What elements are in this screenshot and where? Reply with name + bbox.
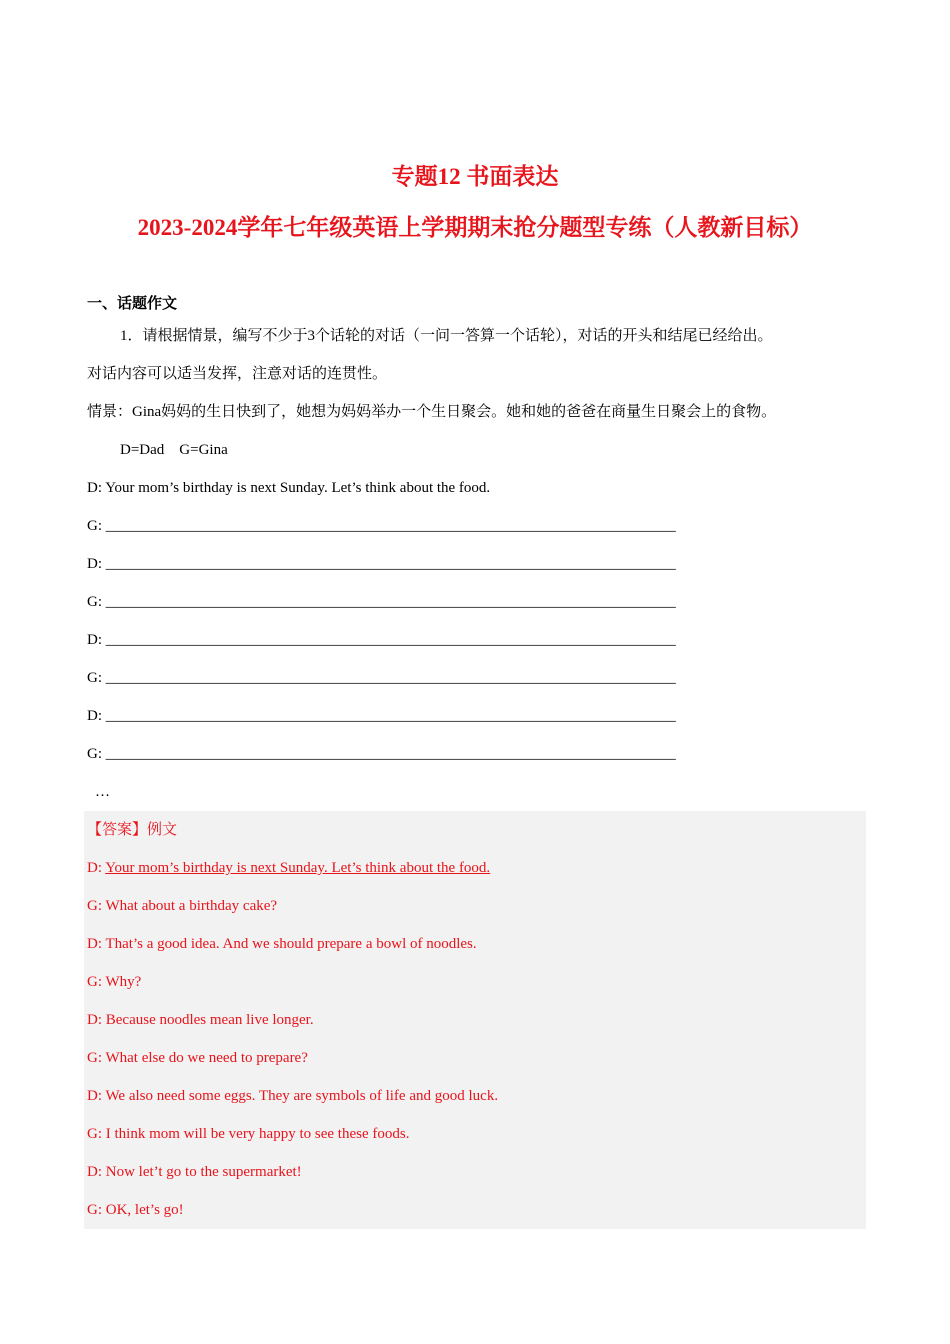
blank-answer-line: G: ____________________________________________________________________________ bbox=[87, 518, 676, 534]
ellipsis: … bbox=[95, 784, 110, 800]
blank-answer-line: D: ____________________________________________________________________________ bbox=[87, 708, 676, 724]
answer-line: G: I think mom will be very happy to see these foods. bbox=[87, 1126, 410, 1142]
answer-line: G: What about a birthday cake? bbox=[87, 898, 278, 914]
blank-answer-line: G: ____________________________________________________________________________ bbox=[87, 594, 676, 610]
dialog-start-line: D: Your mom’s birthday is next Sunday. Let’s think about the food. bbox=[87, 480, 491, 496]
page-subtitle: 2023-2024学年七年级英语上学期期末抢分题型专练（人教新目标） bbox=[137, 215, 813, 240]
page-title: 专题12 书面表达 bbox=[391, 164, 559, 189]
answer-speaker: D: bbox=[87, 860, 106, 876]
answer-line bbox=[87, 858, 490, 878]
section-heading: 一、话题作文 bbox=[87, 296, 178, 312]
role-legend: D=Dad G=Gina bbox=[120, 442, 228, 458]
blank-answer-line: G: ____________________________________________________________________________ bbox=[87, 670, 676, 686]
answer-label: 【答案】例文 bbox=[87, 822, 178, 838]
answer-underlined-text: Your mom’s birthday is next Sunday. Let’s think about the food. bbox=[105, 860, 491, 876]
answer-line: G: What else do we need to prepare? bbox=[87, 1050, 308, 1066]
question-text-line-2: 对话内容可以适当发挥，注意对话的连贯性。 bbox=[87, 366, 388, 382]
answer-line: D: Now let’t go to the supermarket! bbox=[87, 1164, 302, 1180]
scenario-text: 情景：Gina妈妈的生日快到了，她想为妈妈举办一个生日聚会。她和她的爸爸在商量生日聚会上的食物。 bbox=[87, 404, 777, 420]
blank-answer-line: G: ____________________________________________________________________________ bbox=[87, 746, 676, 762]
answer-line: G: OK, let’s go! bbox=[87, 1202, 184, 1218]
answer-line: D: Because noodles mean live longer. bbox=[87, 1012, 314, 1028]
answer-line: D: We also need some eggs. They are symbols of life and good luck. bbox=[87, 1088, 499, 1104]
answer-line: G: Why? bbox=[87, 974, 142, 990]
blank-answer-line: D: ____________________________________________________________________________ bbox=[87, 632, 676, 648]
blank-answer-line: D: ____________________________________________________________________________ bbox=[87, 556, 676, 572]
question-text-line-1: 1．请根据情景，编写不少于3个话轮的对话（一问一答算一个话轮），对话的开头和结尾已经给出。 bbox=[120, 328, 773, 344]
answer-line: D: That’s a good idea. And we should prepare a bowl of noodles. bbox=[87, 936, 477, 952]
